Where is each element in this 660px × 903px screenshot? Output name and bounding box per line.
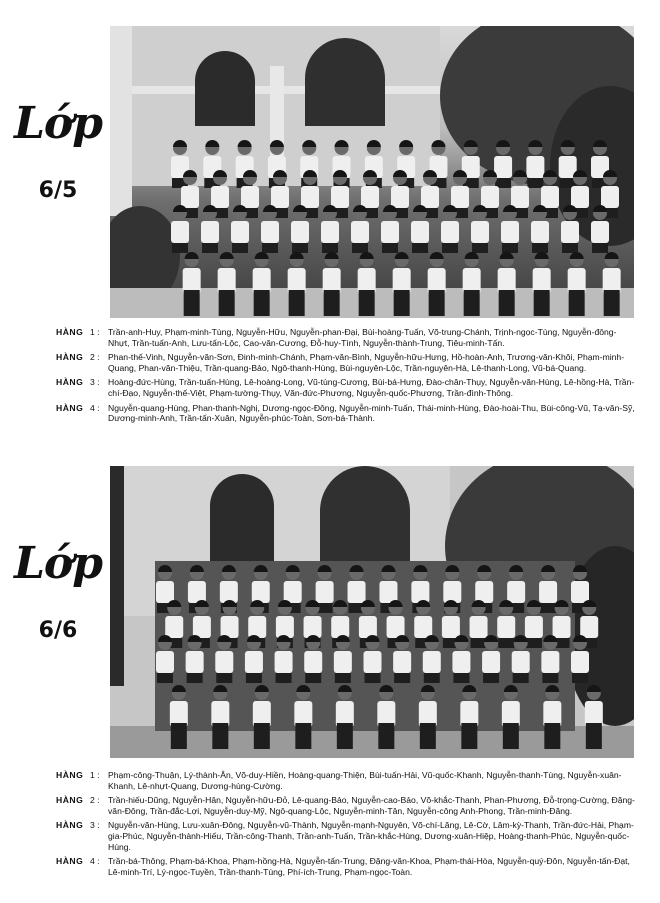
row-label: HÀNG (56, 795, 84, 806)
student-rows (56, 770, 636, 881)
lop-title: Lớp (13, 538, 103, 589)
row-names: Trần-bá-Thông, Phạm-bá-Khoa, Phạm-hồng-Hà, Nguyễn-tấn-Trung, Đặng-văn-Khoa, Phạm-thái-Hòa, Nguyễn-quý-Đôn, Nguyễn-tấn-Đạt, Lê-minh-Trí, Lý-ngọc-Tuyền, Trần-thanh-Tùng, Phí-ích-Trung, Phạm-ngọc-Toàn. (108, 856, 630, 877)
row-label: HÀNG (56, 856, 84, 867)
class-photo-illustration (110, 26, 634, 318)
lop-title: Lớp (13, 98, 103, 149)
row-names: Hoàng-đức-Hùng, Trần-tuấn-Hùng, Lê-hoàng-Long, Vũ-tùng-Cương, Bùi-bá-Hưng, Đào-chân-Thụy, Nguyễn-văn-Hùng, Lê-hồng-Hà, Trần-chí-Đạo, Nguyễn-thế-Việt, Phạm-tường-Thụy, Văn-đức-Phương, Nguyễn-quốc-Phương, Trần-đình-Thông. (108, 377, 635, 398)
row-label: HÀNG (56, 377, 84, 388)
row-number: 1 : (90, 770, 100, 780)
row-number: 3 : (90, 377, 100, 388)
student-row (56, 795, 636, 816)
row-names: Trần-anh-Huy, Phạm-minh-Tùng, Nguyễn-Hữu, Nguyễn-phan-Đại, Bùi-hoàng-Tuấn, Võ-trung-Chánh, Trịnh-ngọc-Tùng, Nguyễn-đông-Nhựt, Trần-tuấn-Anh, Lưu-tấn-Lộc, Cao-văn-Cương, Đỗ-huy-Tình, Nguyễn-thành-Trung, Tiêu-minh-Tấn. (108, 327, 617, 348)
row-names: Nguyễn-quang-Hùng, Phan-thanh-Nghị, Dương-ngọc-Đông, Nguyễn-minh-Tuấn, Thái-minh-Hùng, Đào-hoài-Thu, Bùi-công-Vũ, Tạ-văn-Sỹ, Dương-minh-Anh, Trần-tấn-Xuân, Nguyễn-phúc-Toàn, Sơn-bá-Thành. (108, 402, 635, 424)
row-label: HÀNG (56, 770, 84, 780)
row-number: 2 : (90, 352, 100, 363)
class-heading (8, 100, 108, 204)
student-row (56, 327, 636, 348)
student-row (56, 377, 636, 398)
row-label: HÀNG (56, 327, 84, 337)
row-names: Nguyễn-văn-Hùng, Lưu-xuân-Đông, Nguyễn-vũ-Thành, Nguyễn-mạnh-Nguyên, Võ-chí-Lăng, Lê-Cờ, Lâm-kỳ-Thanh, Trần-đức-Hải, Phạm-gia-Phúc, Nguyễn-thành-Hiếu, Trần-công-Thanh, Trần-anh-Tuấn, Trần-khắc-Hùng, Dương-xuân-Hiệp, Hoàng-thanh-Phúc, Nguyễn-quốc-Hùng. (108, 820, 634, 852)
student-row (56, 770, 636, 791)
row-number: 4 : (90, 856, 100, 867)
class-photo (110, 26, 634, 318)
row-number: 1 : (90, 327, 100, 337)
student-row (56, 856, 636, 877)
row-label: HÀNG (56, 402, 84, 413)
row-names: Phạm-công-Thuận, Lý-thành-Ân, Võ-duy-Hiền, Hoàng-quang-Thiện, Bùi-tuấn-Hải, Vũ-quốc-Khanh, Nguyễn-thanh-Tùng, Nguyễn-xuân-Khanh, Lê-nhựt-Quang, Dương-hùng-Cường. (108, 770, 622, 791)
student-row (56, 352, 636, 373)
student-rows (56, 327, 636, 428)
class-photo (110, 466, 634, 758)
row-names: Phan-thế-Vinh, Nguyễn-văn-Sơn, Đinh-minh-Chánh, Phạm-văn-Bình, Nguyễn-hữu-Hưng, Hồ-hoàn-Anh, Trương-văn-Khôi, Phạm-minh-Quang, Phan-văn-Thiệu, Trần-quang-Bảo, Ngô-thanh-Hùng, Bùi-nguyên-Lộc, Trần-nguyên-Hà, Lê-thanh-Long, Vũ-bá-Quang. (108, 352, 625, 373)
student-row (56, 820, 636, 852)
row-names: Trần-hiếu-Dũng, Nguyễn-Hân, Nguyễn-hữu-Đỏ, Lê-quang-Bảo, Nguyễn-cao-Bảo, Võ-khắc-Thanh, Phan-Phương, Đỗ-trọng-Cường, Đặng-văn-Đông, Trần-đắc-Lợi, Nguyễn-duy-Mỹ, Ngô-quang-Lộc, Nguyễn-minh-Tân, Nguyễn-công Anh-Phong, Trần-minh-Đăng. (108, 795, 635, 816)
class-heading (8, 540, 108, 644)
row-number: 2 : (90, 795, 100, 806)
class-number: 6/6 (38, 618, 78, 643)
row-number: 3 : (90, 820, 100, 831)
row-number: 4 : (90, 402, 100, 413)
class-number: 6/5 (38, 178, 78, 203)
student-row (56, 403, 636, 424)
row-label: HÀNG (56, 820, 84, 831)
class-photo-illustration (110, 466, 634, 758)
row-label: HÀNG (56, 352, 84, 363)
